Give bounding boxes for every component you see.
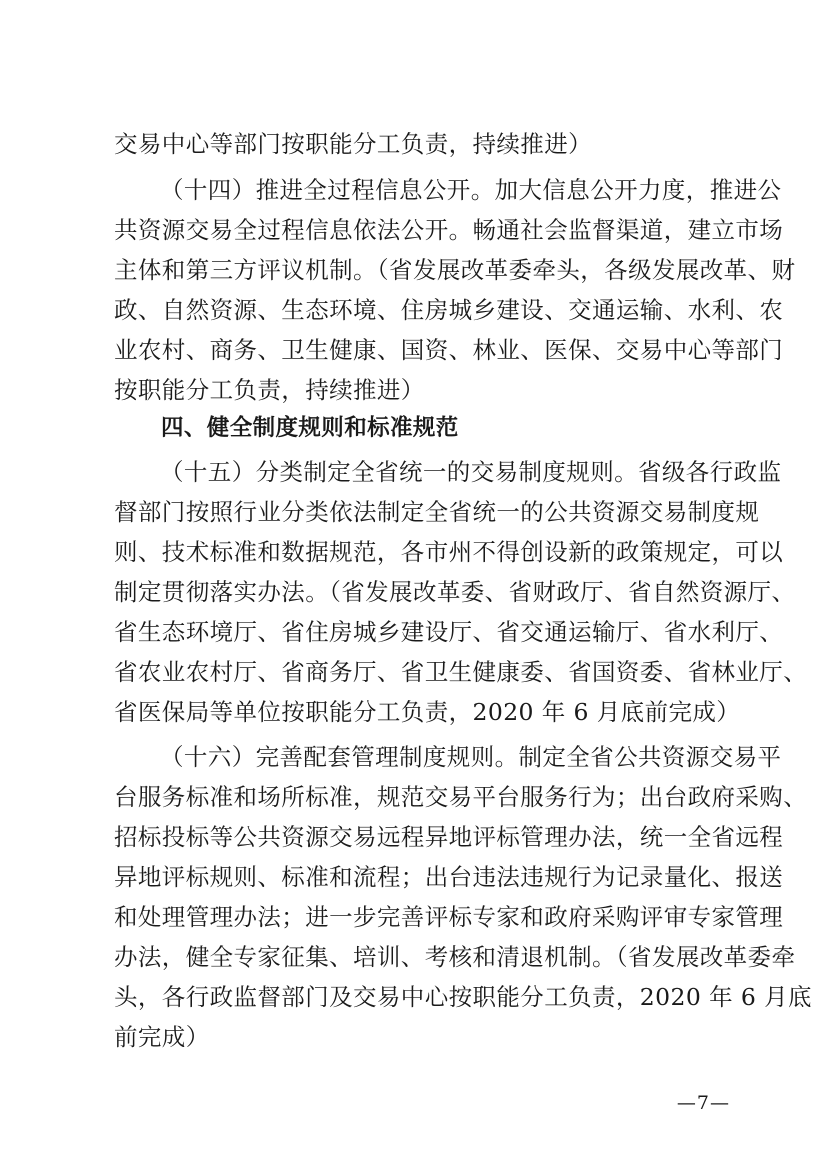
text-line: 头，各行政监督部门及交易中心按职能分工负责，2020 年 6 月底 (114, 983, 812, 1011)
text-line: 台服务标准和场所标准，规范交易平台服务行为；出台政府采购、 (114, 783, 808, 811)
text-line: 主体和第三方评议机制。（省发展改革委牵头，各级发展改革、财 (114, 256, 796, 284)
text-line: 办法，健全专家征集、培训、考核和清退机制。（省发展改革委牵 (114, 943, 796, 971)
page-number: —7— (676, 1092, 730, 1114)
text-line: （十四）推进全过程信息公开。加大信息公开力度，推进公 (160, 176, 782, 204)
text-line: 和处理管理办法；进一步完善评标专家和政府采购评审专家管理 (114, 903, 784, 931)
text-line: 招标投标等公共资源交易远程异地评标管理办法，统一全省远程 (114, 823, 784, 851)
text-line: 则、技术标准和数据规范，各市州不得创设新的政策规定，可以 (114, 538, 784, 566)
text-line: （十五）分类制定全省统一的交易制度规则。省级各行政监 (160, 458, 782, 486)
text-line: 政、自然资源、生态环境、住房城乡建设、交通运输、水利、农 (114, 296, 784, 324)
text-line: 省医保局等单位按职能分工负责，2020 年 6 月底前完成） (114, 698, 741, 726)
text-line: 省生态环境厅、省住房城乡建设厅、省交通运输厅、省水利厅、 (114, 618, 784, 646)
text-line: （十六）完善配套管理制度规则。制定全省公共资源交易平 (160, 743, 782, 771)
text-line: 制定贯彻落实办法。（省发展改革委、省财政厅、省自然资源厅、 (114, 578, 796, 606)
text-line: 共资源交易全过程信息依法公开。畅通社会监督渠道，建立市场 (114, 216, 784, 244)
text-line: 交易中心等部门按职能分工负责，持续推进） (114, 130, 592, 158)
text-line: 前完成） (114, 1023, 210, 1051)
text-line: 省农业农村厅、省商务厅、省卫生健康委、省国资委、省林业厅、 (114, 658, 808, 686)
section-heading: 四、健全制度规则和标准规范 (161, 415, 459, 441)
text-line: 督部门按照行业分类依法制定全省统一的公共资源交易制度规 (114, 498, 760, 526)
text-line: 异地评标规则、标准和流程；出台违法违规行为记录量化、报送 (114, 863, 784, 891)
text-line: 业农村、商务、卫生健康、国资、林业、医保、交易中心等部门 (114, 336, 784, 364)
text-line: 按职能分工负责，持续推进） (114, 376, 425, 404)
